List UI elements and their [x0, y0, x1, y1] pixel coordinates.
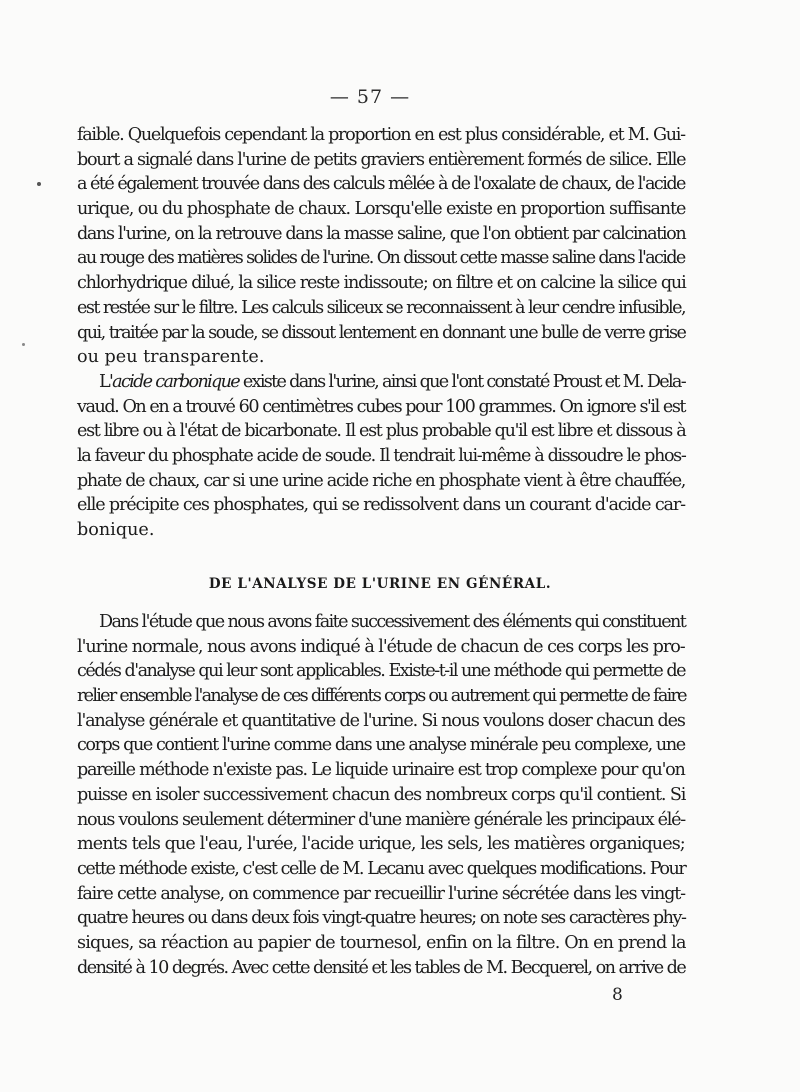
paragraph-analyse-urine	[77, 610, 685, 980]
ink-speck	[37, 182, 41, 186]
text-line: bonique.	[77, 520, 155, 541]
text-line: densité à 10 degrés. Avec cette densité et les tables de M. Becquerel, on arrive de	[77, 957, 686, 978]
text-line: au rouge des matières solides de l'urine. On dissout cette masse saline dans l'acide	[77, 248, 685, 269]
text-line: vaud. On en a trouvé 60 centimètres cubes pour 100 grammes. On ignore s'il est	[77, 396, 685, 417]
text-line: cette méthode existe, c'est celle de M. Lecanu avec quelques modifications. Pour	[77, 858, 686, 879]
text-line: faible. Quelquefois cependant la proportion en est plus considérable, et M. Gui-	[77, 125, 685, 145]
text-line: l'urine normale, nous avons indiqué à l'étude de chacun de ces corps les pro-	[77, 636, 685, 657]
page-number: — 57 —	[329, 86, 411, 108]
text-line: urique, ou du phosphate de chaux. Lorsqu'elle existe en proportion suffisante	[77, 199, 686, 220]
section-heading: DE L'ANALYSE DE L'URINE EN GÉNÉRAL.	[208, 576, 552, 592]
text-line: pareille méthode n'existe pas. Le liquide urinaire est trop complexe pour qu'on	[77, 760, 685, 781]
text-line: chlorhydrique dilué, la silice reste indissoute; on filtre et on calcine la silice qui	[77, 273, 686, 294]
text-line: qui, traitée par la soude, se dissout lentement en donnant une bulle de verre grise	[77, 322, 686, 343]
paragraph-acide-carbonique	[77, 370, 685, 543]
text-line: phate de chaux, car si une urine acide riche en phosphate vient à être chauffée,	[77, 470, 686, 491]
text-line: est libre ou à l'état de bicarbonate. Il est plus probable qu'il est libre et dissous à	[77, 421, 686, 442]
ink-speck	[22, 343, 25, 346]
text-fragment: L'	[99, 372, 113, 392]
text-line: bourt a signalé dans l'urine de petits graviers entièrement formés de silice. Elle	[77, 149, 686, 170]
text-line: puisse en isoler successivement chacun des nombreux corps qu'il contient. Si	[77, 784, 686, 805]
text-line	[77, 370, 685, 395]
text-line: dans l'urine, on la retrouve dans la masse saline, que l'on obtient par calcination	[77, 223, 686, 244]
text-fragment: existe dans l'urine, ainsi que l'ont constaté Proust et M. Dela-	[238, 372, 685, 392]
text-line: cédés d'analyse qui leur sont applicables. Existe-t-il une méthode qui permette de	[77, 661, 686, 682]
text-line: est restée sur le filtre. Les calculs siliceux se reconnaissent à leur cendre infusible,	[77, 297, 686, 318]
signature-mark: 8	[612, 985, 623, 1005]
text-line: siques, sa réaction au papier de tournesol, enfin on la filtre. On en prend la	[77, 932, 686, 953]
text-line: Dans l'étude que nous avons faite successivement des éléments qui constituent	[99, 612, 686, 632]
text-line: corps que contient l'urine comme dans une analyse minérale peu complexe, une	[77, 735, 685, 756]
text-line: relier ensemble l'analyse de ces différents corps ou autrement qui permette de faire	[77, 686, 686, 707]
text-line: la faveur du phosphate acide de soude. Il tendrait lui-même à dissoudre le phos-	[77, 446, 686, 467]
text-line: a été également trouvée dans des calculs mêlée à de l'oxalate de chaux, de l'acide	[77, 174, 685, 195]
text-line: nous voulons seulement déterminer d'une manière générale les principaux élé-	[77, 809, 685, 830]
italic-term: acide carbonique	[112, 372, 239, 392]
text-line: elle précipite ces phosphates, qui se redissolvent dans un courant d'acide car-	[77, 495, 685, 516]
text-line: ou peu transparente.	[77, 347, 265, 368]
text-line: l'analyse générale et quantitative de l'urine. Si nous voulons doser chacun des	[77, 710, 685, 731]
text-line: ments tels que l'eau, l'urée, l'acide urique, les sels, les matières organiques;	[77, 834, 685, 855]
paragraph-silice	[77, 123, 685, 370]
text-line: faire cette analyse, on commence par recueillir l'urine sécrétée dans les vingt-	[77, 883, 685, 904]
text-line: quatre heures ou dans deux fois vingt-quatre heures; on note ses caractères phy-	[77, 908, 686, 929]
